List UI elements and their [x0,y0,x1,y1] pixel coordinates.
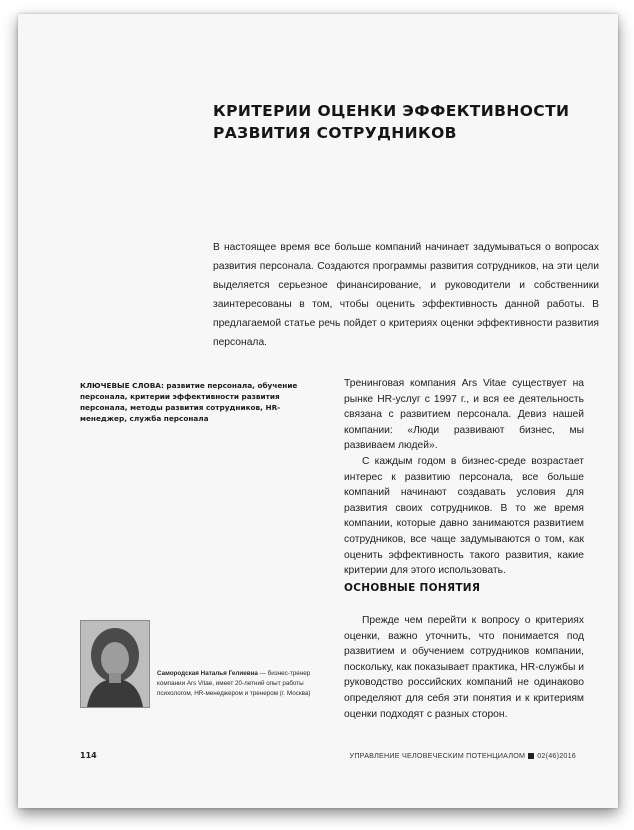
author-bio: — бизнес-тренер компании Ars Vitae, имеет 20-летний опыт работы психологом, HR-менеджером и тренером (г. Москва) [157,670,311,697]
square-bullet-icon [528,753,534,759]
article-lead: В настоящее время все больше компаний начинает задумываться о вопросах развития персонала. Создаются программы развития сотрудников, на эти цели выделяется серьезное финансирование, и руководители и собственники заинтересованы в том, чтобы оценить эффективность данной работы. В предлагаемой статье речь пойдет о критериях оценки эффективности развития персонала. [213,242,599,348]
section-heading: ОСНОВНЫЕ ПОНЯТИЯ [344,582,481,594]
body-column [344,376,584,579]
article-title-line-1: КРИТЕРИИ ОЦЕНКИ ЭФФЕКТИВНОСТИ [213,102,570,120]
author-name: Самородская Наталья Гелиевна [157,670,258,677]
author-portrait-icon [81,621,149,707]
keywords: КЛЮЧЕВЫЕ СЛОВА: развитие персонала, обучение персонала, критерии эффективности развития персонала, методы развития сотрудников, HR-менеджер, служба персонала [80,381,298,423]
author-photo [80,620,150,708]
body-paragraph-2: С каждым годом в бизнес-среде возрастает интерес к развитию персонала, все больше компаний начинают создавать условия для развития своих сотрудников. В то же время компании, которые давно занимаются развитием сотрудников, все чаще задумываются о том, как оценить эффективность такого развития, какие критерии для этого использовать. [344,455,584,577]
article-title [213,100,593,144]
page-number: 114 [80,751,97,760]
journal-issue: 02(46)2016 [537,751,576,760]
journal-page [18,14,618,808]
body-paragraph-3: Прежде чем перейти к вопросу о критериях оценки, важно уточнить, что понимается под развитием и обучением сотрудников компании, поскольку, как показывает практика, HR-службы и руководство российских компаний не одинаково определяют для себя эти понятия и к критериям оценки подходят с разных сторон. [344,615,584,720]
journal-name: УПРАВЛЕНИЕ ЧЕЛОВЕЧЕСКИМ ПОТЕНЦИАЛОМ [349,751,526,760]
author-caption [157,669,323,699]
body-paragraph-1: Тренинговая компания Ars Vitae существует на рынке HR-услуг с 1997 г., и вся ее деятельность связана с развитием персонала. Девиз нашей компании: «Люди развивают бизнес, мы развиваем людей». [344,378,584,452]
article-title-line-2: РАЗВИТИЯ СОТРУДНИКОВ [213,124,457,142]
journal-footer [350,751,576,760]
